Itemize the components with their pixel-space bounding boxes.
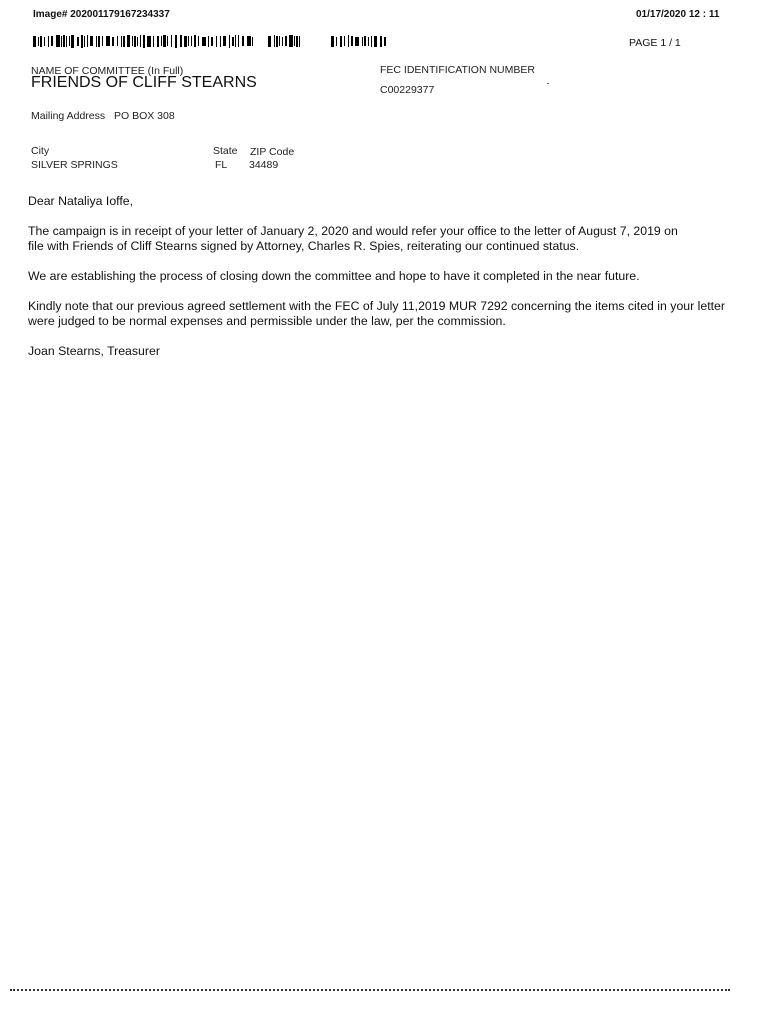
timestamp: 01/17/2020 12 : 11	[636, 9, 720, 20]
scan-speck	[547, 83, 549, 84]
letter-salutation: Dear Nataliya Ioffe,	[28, 194, 134, 208]
zip-value: 34489	[249, 159, 279, 171]
city-label: City	[31, 145, 50, 157]
barcode-strip	[33, 34, 530, 48]
state-value: FL	[215, 159, 228, 171]
letter-signature: Joan Stearns, Treasurer	[28, 344, 160, 358]
footer-dotted-rule	[10, 989, 730, 991]
city-value: SILVER SPRINGS	[31, 159, 118, 171]
mailing-address-value: PO BOX 308	[114, 110, 175, 122]
committee-name: FRIENDS OF CLIFF STEARNS	[31, 74, 257, 91]
zip-label: ZIP Code	[250, 146, 295, 158]
page-indicator: PAGE 1 / 1	[629, 37, 681, 49]
state-label: State	[213, 145, 238, 157]
fec-id-value: C00229377	[380, 84, 435, 96]
image-number: Image# 202001179167234337	[33, 9, 170, 20]
fec-id-label: FEC IDENTIFICATION NUMBER	[380, 64, 535, 76]
letter-paragraph-3: Kindly note that our previous agreed settlement with the FEC of July 11,2019 MUR 7292 concerning the items cited in your letter were judged to be normal expenses and permissible under the law, per the commission.	[28, 299, 725, 328]
letter-paragraph-1: The campaign is in receipt of your letter of January 2, 2020 and would refer your office to the letter of August 7, 2019 on file with Friends of Cliff Stearns signed by Attorney, Charles R. Spies, reiterating our continued status.	[28, 224, 678, 253]
letter-paragraph-2: We are establishing the process of closing down the committee and hope to have it completed in the near future.	[28, 269, 640, 283]
committee-name-label: NAME OF COMMITTEE (In Full)	[31, 65, 184, 77]
mailing-address-label: Mailing Address	[31, 110, 106, 122]
